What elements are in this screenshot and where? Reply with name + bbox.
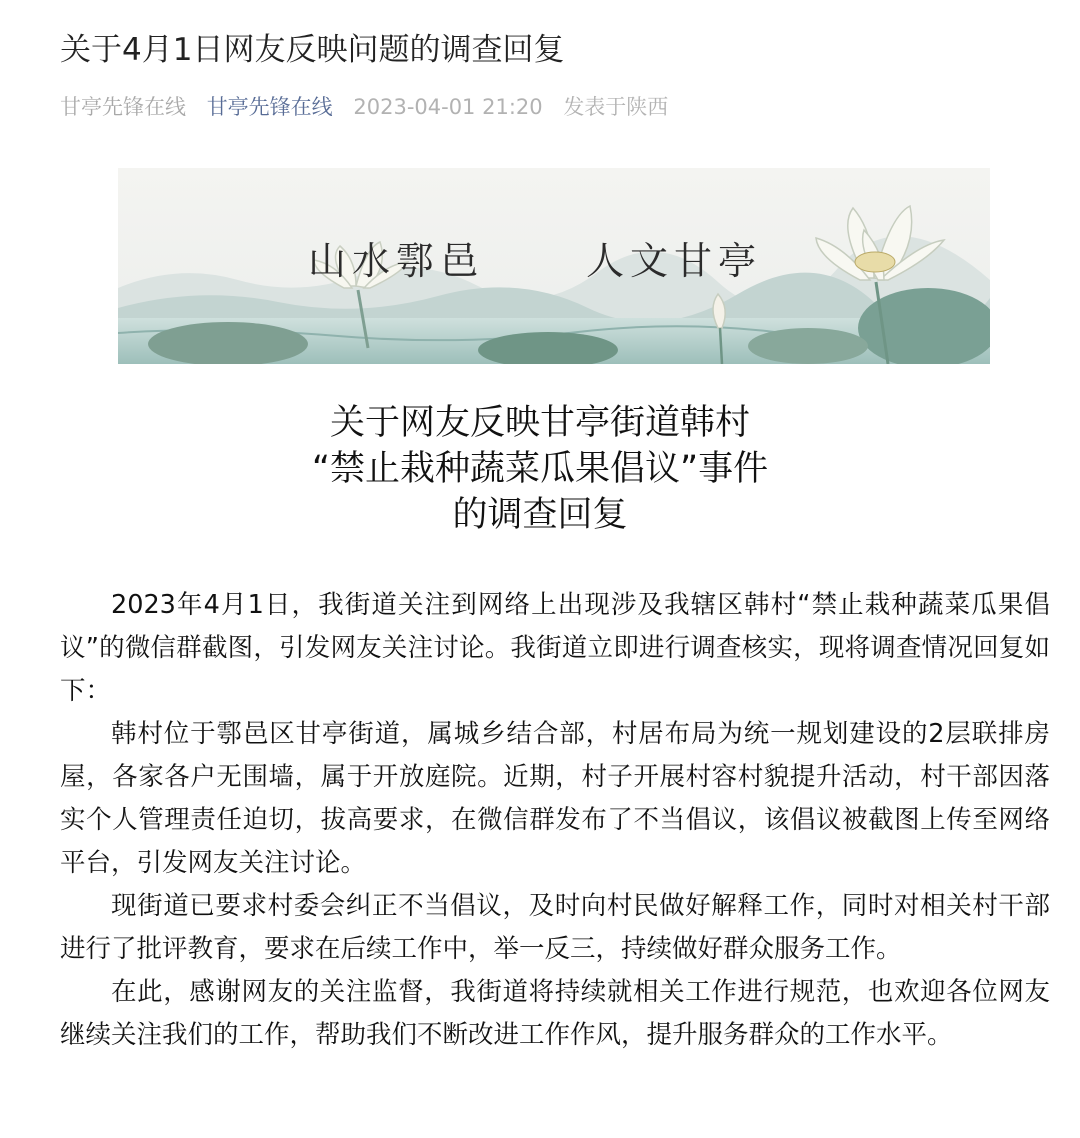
banner-caption-right: 人文甘亭 (586, 239, 763, 283)
banner-caption-left: 山水鄠邑 (308, 239, 485, 283)
heading-line: 关于网友反映甘亭街道韩村 (329, 403, 750, 443)
body-paragraph: 在此，感谢网友的关注监督，我街道将持续就相关工作进行规范，也欢迎各位网友继续关注我们的工作，帮助我们不断改进工作作风，提升服务群众的工作水平。 (60, 977, 1050, 1050)
publish-time: 2023-04-01 21:20 (353, 95, 543, 119)
article-meta (60, 90, 682, 124)
body-paragraph: 现街道已要求村委会纠正不当倡议，及时向村民做好解释工作，同时对相关村干部进行了批评教育，要求在后续工作中，举一反三，持续做好群众服务工作。 (60, 891, 1050, 964)
article-heading (0, 400, 1080, 538)
publish-location: 发表于陕西 (563, 95, 669, 119)
body-paragraph: 2023年4月1日，我街道关注到网络上出现涉及我辖区韩村“禁止栽种蔬菜瓜果倡议”的微信群截图，引发网友关注讨论。我街道立即进行调查核实，现将调查情况回复如下： (60, 590, 1050, 706)
article-title: 关于4月1日网友反映问题的调查回复 (60, 32, 565, 68)
author-name: 甘亭先锋在线 (60, 95, 186, 119)
heading-line: 的调查回复 (452, 495, 628, 535)
account-name-link[interactable]: 甘亭先锋在线 (206, 95, 333, 119)
heading-line: “禁止栽种蔬菜瓜果倡议”事件 (311, 449, 769, 489)
article-body (60, 584, 1050, 1057)
banner-image (118, 168, 990, 364)
body-paragraph: 韩村位于鄠邑区甘亭街道，属城乡结合部，村居布局为统一规划建设的2层联排房屋，各家各户无围墙，属于开放庭院。近期，村子开展村容村貌提升活动，村干部因落实个人管理责任迫切，拔高要求，在微信群发布了不当倡议，该倡议被截图上传至网络平台，引发网友关注讨论。 (60, 719, 1050, 878)
